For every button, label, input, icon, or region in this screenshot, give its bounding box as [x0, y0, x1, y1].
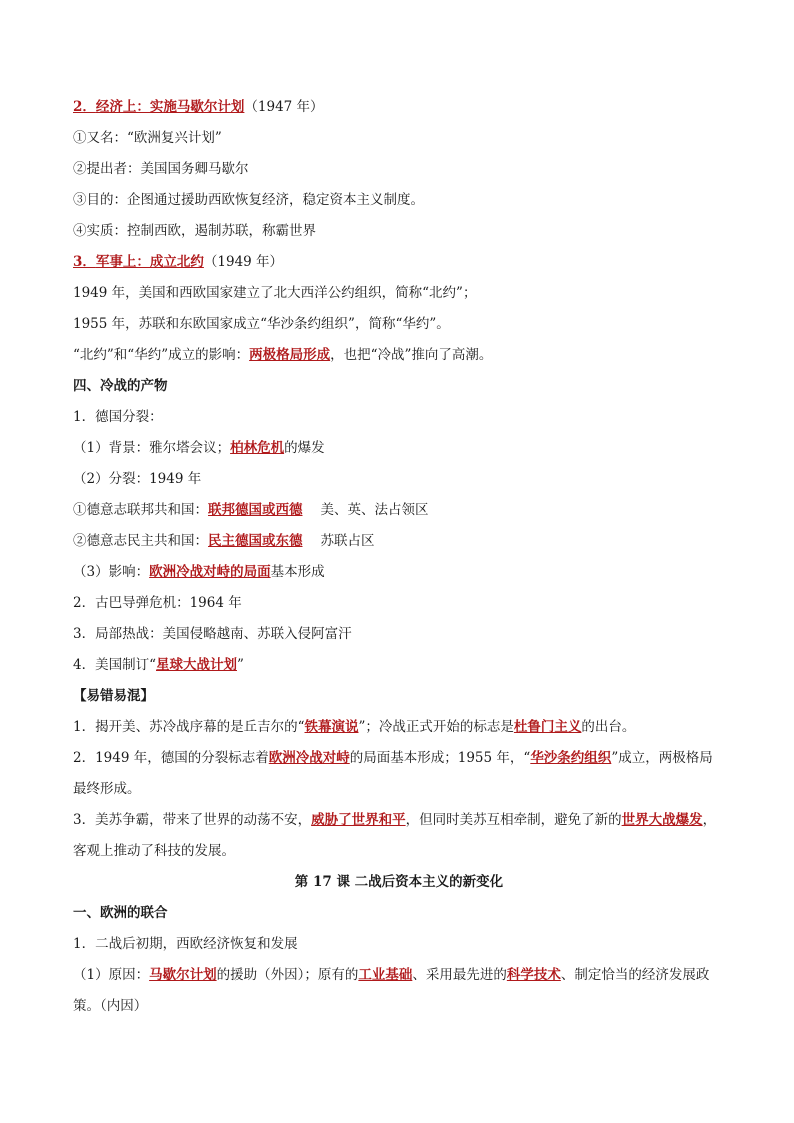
cause-line: （1）原因：马歇尔计划的援助（外因）；原有的工业基础、采用最先进的科学技术、制定恰当的经济发展政策。（内因）	[73, 967, 710, 1014]
world-war-key: 世界大战爆发	[621, 812, 703, 828]
mil-item-1: 1949 年，美国和西欧国家建立了北大西洋公约组织，简称“北约”；	[73, 285, 477, 301]
gdr-line: ②德意志民主共和国：民主德国或东德 苏联占区	[73, 533, 375, 549]
iron-curtain-key: 铁幕演说	[304, 719, 359, 735]
econ-label: 2．经济上：实施马歇尔计划	[73, 99, 245, 115]
econ-item-3: ③目的：企图通过援助西欧恢复经济，稳定资本主义制度。	[73, 192, 424, 208]
impact-line: “北约”和“华约”成立的影响：两极格局形成，也把“冷战”推向了高潮。	[73, 347, 493, 363]
error-item-1: 1．揭开美、苏冷战序幕的是丘吉尔的“铁幕演说”；冷战正式开始的标志是杜鲁门主义的出台。	[73, 719, 636, 735]
effect-key: 欧洲冷战对峙的局面	[149, 564, 271, 580]
cold-war-key: 欧洲冷战对峙	[268, 750, 350, 766]
marshall-key: 马歇尔计划	[149, 967, 217, 983]
germany-background: （1）背景：雅尔塔会议；柏林危机的爆发	[73, 440, 325, 456]
impact-key: 两极格局形成	[249, 347, 331, 363]
eu-title: 一、欧洲的联合	[73, 905, 168, 921]
econ-item-4: ④实质：控制西欧，遏制苏联，称霸世界	[73, 223, 316, 239]
truman-doctrine-key: 杜鲁门主义	[513, 719, 582, 735]
industry-key: 工业基础	[358, 967, 413, 983]
econ-item-2: ②提出者：美国国务卿马歇尔	[73, 161, 249, 177]
gdr-key: 民主德国或东德	[208, 533, 303, 549]
econ-heading	[73, 92, 725, 123]
lesson-title: 第 17 课 二战后资本主义的新变化	[294, 874, 504, 890]
document-page	[73, 92, 725, 1022]
star-wars-key: 星球大战计划	[156, 657, 237, 673]
cuba-line: 2．古巴导弹危机：1964 年	[73, 595, 242, 611]
error-item-3: 3．美苏争霸，带来了世界的动荡不安，威胁了世界和平，但同时美苏互相牵制，避免了新的世界大战爆发，客观上推动了科技的发展。	[73, 812, 717, 859]
mil-heading	[73, 247, 725, 278]
warsaw-pact-key: 华沙条约组织	[530, 750, 612, 766]
frg-line: ①德意志联邦共和国：联邦德国或西德 美、英、法占领区	[73, 502, 429, 518]
frg-key: 联邦德国或西德	[208, 502, 303, 518]
germany-title: 1．德国分裂：	[73, 409, 163, 425]
error-item-2: 2．1949 年，德国的分裂标志着欧洲冷战对峙的局面基本形成；1955 年，“华沙条约组织”成立，两极格局最终形成。	[73, 750, 713, 797]
econ-year: （1947 年）	[244, 99, 324, 115]
mil-label: 3．军事上：成立北约	[73, 254, 204, 270]
threat-peace-key: 威胁了世界和平	[311, 812, 406, 828]
econ-item-1: ①又名：“欧洲复兴计划”	[73, 130, 222, 146]
errors-title: 【易错易混】	[73, 688, 154, 704]
germany-effect: （3）影响：欧洲冷战对峙的局面基本形成	[73, 564, 325, 580]
mil-year: （1949 年）	[203, 254, 284, 270]
germany-split: （2）分裂：1949 年	[73, 471, 202, 487]
berlin-crisis-key: 柏林危机	[230, 440, 285, 456]
eu-item-1: 1．二战后初期，西欧经济恢复和发展	[73, 936, 298, 952]
tech-key: 科学技术	[506, 967, 561, 983]
local-war-line: 3．局部热战：美国侵略越南、苏联入侵阿富汗	[73, 626, 352, 642]
products-title: 四、冷战的产物	[73, 378, 168, 394]
mil-item-2: 1955 年，苏联和东欧国家成立“华沙条约组织”，简称“华约”。	[73, 316, 450, 332]
star-wars-line: 4．美国制订“星球大战计划”	[73, 657, 244, 673]
